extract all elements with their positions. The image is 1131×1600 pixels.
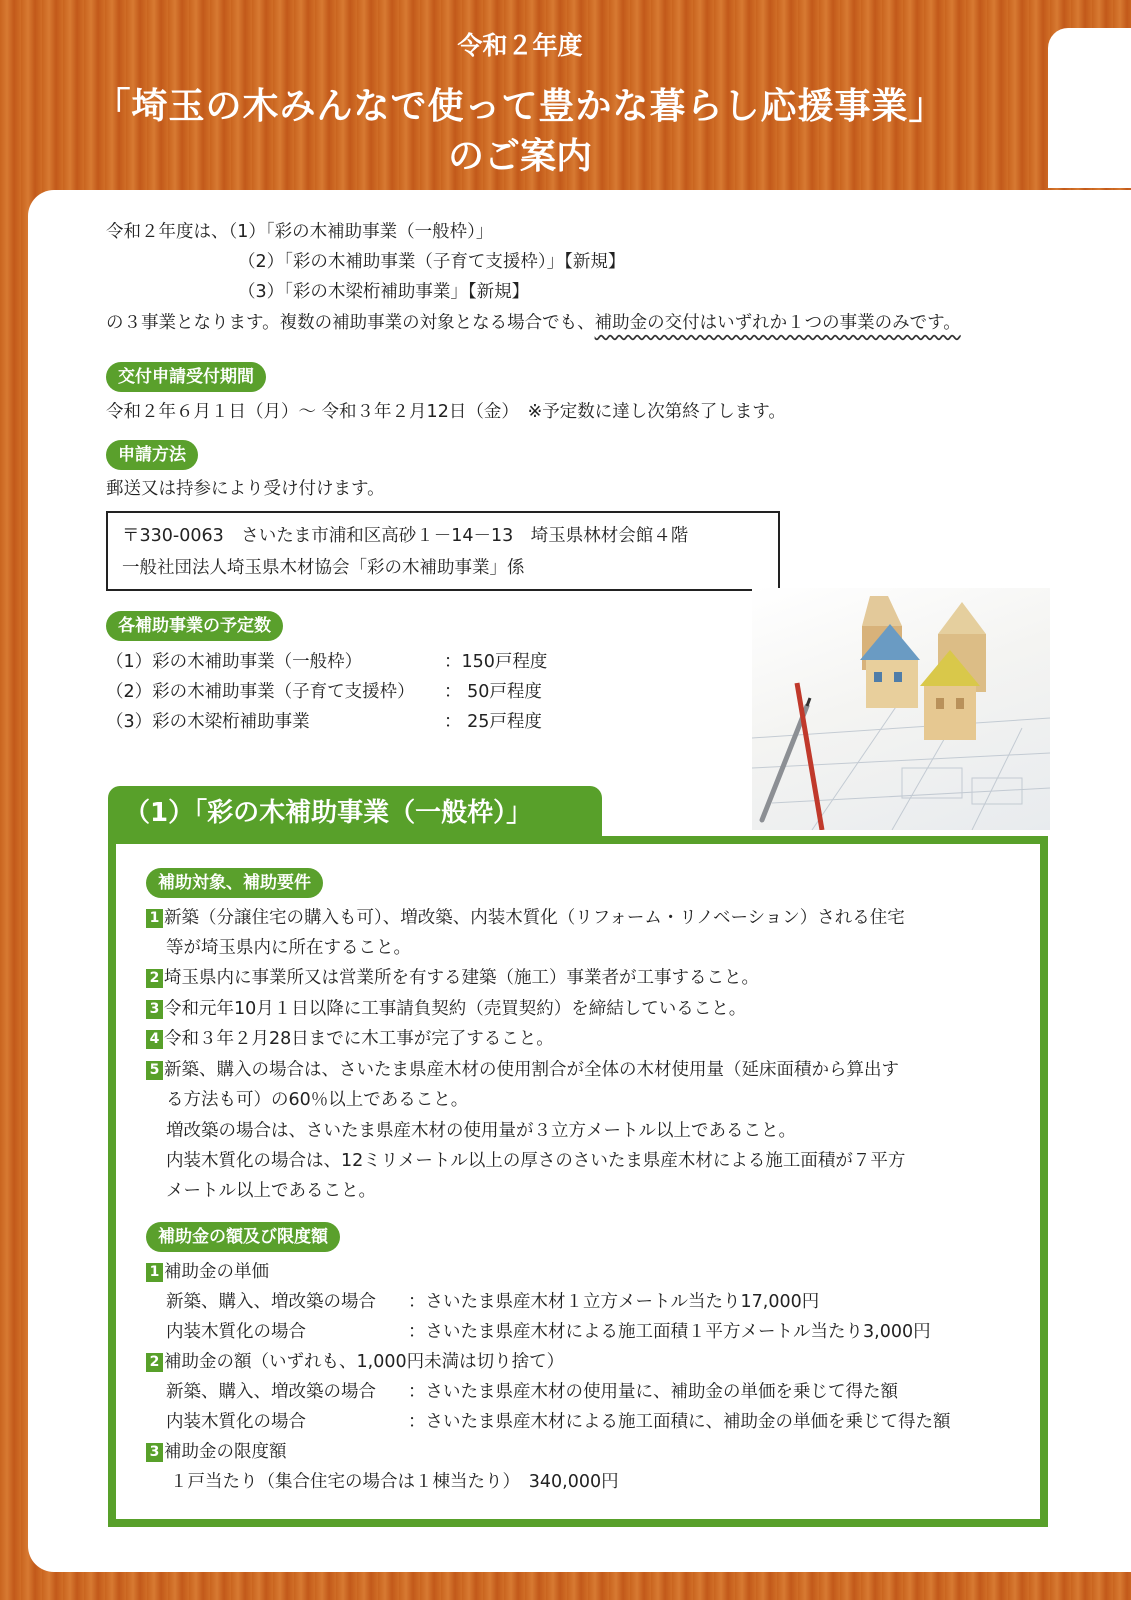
planned-row-2-count: ： 50戸程度 <box>444 682 542 702</box>
house-models-photo <box>752 588 1050 830</box>
planned-row-2-name: （2）彩の木補助事業（子育て支援枠） <box>106 682 415 702</box>
intro-line-1: 令和２年度は、（1）「彩の木補助事業（一般枠）」 <box>106 222 494 242</box>
number-badge-1: 1 <box>146 909 163 928</box>
header <box>0 0 1131 190</box>
planned-row-1-name: （1）彩の木補助事業（一般枠） <box>106 652 363 672</box>
req-item-4: 4 令和３年２月28日までに木工事が完了すること。 <box>146 1024 554 1054</box>
period-text: 令和２年６月１日（月）～ 令和３年２月12日（金） ※予定数に達し次第終了します。 <box>106 402 786 422</box>
limit-title: 3 補助金の限度額 <box>146 1437 287 1467</box>
req-item-5-cont-4: メートル以上であること。 <box>166 1181 376 1201</box>
method-label: 申請方法 <box>106 440 198 470</box>
amount-row-1-case: 新築、購入、増改築の場合 <box>166 1382 376 1402</box>
header-year: 令和２年度 <box>457 31 583 60</box>
intro-line-2: （2）「彩の木補助事業（子育て支援枠）」【新規】 <box>238 252 626 272</box>
method-text: 郵送又は持参により受け付けます。 <box>106 479 385 499</box>
unit-row-2-case: 内装木質化の場合 <box>166 1322 306 1342</box>
unit-title: 1 補助金の単価 <box>146 1257 269 1287</box>
number-badge-4: 4 <box>146 1030 163 1049</box>
amount-title: 2 補助金の額（いずれも、1,000円未満は切り捨て） <box>146 1347 564 1377</box>
address-line-2: 一般社団法人埼玉県木材協会「彩の木補助事業」係 <box>122 558 525 578</box>
req-item-5: 5 新築、購入の場合は、さいたま県産木材の使用割合が全体の木材使用量（延床面積から算出す <box>146 1055 899 1085</box>
number-badge-a1: 1 <box>146 1263 163 1282</box>
unit-row-1-case: 新築、購入、増改築の場合 <box>166 1292 376 1312</box>
amount-row-2-value: ：さいたま県産木材による施工面積に、補助金の単価を乗じて得た額 <box>408 1412 951 1432</box>
req-item-1: 1 新築（分譲住宅の購入も可）、増改築、内装木質化（リフォーム・リノベーション）される住宅 <box>146 903 905 933</box>
unit-row-1-value: ：さいたま県産木材１立方メートル当たり17,000円 <box>408 1292 820 1312</box>
amount-label: 補助金の額及び限度額 <box>146 1222 340 1252</box>
section-1-title: （1）「彩の木補助事業（一般枠）」 <box>124 798 533 828</box>
house-models-illustration <box>752 588 1050 830</box>
page-tab-decoration <box>1048 28 1131 188</box>
req-item-5-cont-3: 内装木質化の場合は、12ミリメートル以上の厚さのさいたま県産木材による施工面積が７平方 <box>166 1151 906 1171</box>
number-badge-a2: 2 <box>146 1353 163 1372</box>
number-badge-2: 2 <box>146 969 163 988</box>
planned-row-1-count: ：150戸程度 <box>444 652 548 672</box>
req-item-5-cont-2: 増改築の場合は、さいたま県産木材の使用量が３立方メートル以上であること。 <box>166 1121 796 1141</box>
req-item-1-cont: 等が埼玉県内に所在すること。 <box>166 938 411 958</box>
planned-row-3-count: ： 25戸程度 <box>444 712 542 732</box>
period-label: 交付申請受付期間 <box>106 362 266 392</box>
number-badge-a3: 3 <box>146 1443 163 1462</box>
amount-row-2-case: 内装木質化の場合 <box>166 1412 306 1432</box>
req-item-5-cont-1: る方法も可）の60％以上であること。 <box>166 1090 469 1110</box>
req-item-2: 2 埼玉県内に事業所又は営業所を有する建築（施工）事業者が工事すること。 <box>146 963 759 993</box>
planned-row-3-name: （3）彩の木梁桁補助事業 <box>106 712 310 732</box>
unit-row-2-value: ：さいたま県産木材による施工面積１平方メートル当たり3,000円 <box>408 1322 931 1342</box>
limit-text: １戸当たり（集合住宅の場合は１棟当たり） 340,000円 <box>170 1472 619 1492</box>
intro-emphasis: 補助金の交付はいずれか１つの事業のみです。 <box>594 313 961 333</box>
req-item-3: 3 令和元年10月１日以降に工事請負契約（売買契約）を締結していること。 <box>146 994 746 1024</box>
planned-label: 各補助事業の予定数 <box>106 611 283 641</box>
page-title: 「埼玉の木みんなで使って豊かな暮らし応援事業」 <box>94 86 946 127</box>
number-badge-3: 3 <box>146 1000 163 1019</box>
address-line-1: 〒330-0063 さいたま市浦和区高砂１－14－13 埼玉県林材会館４階 <box>122 526 689 546</box>
number-badge-5: 5 <box>146 1061 163 1080</box>
intro-line-4: の３事業となります。複数の補助事業の対象となる場合でも、補助金の交付はいずれか１つの事業のみです。 <box>106 313 961 333</box>
requirements-label: 補助対象、補助要件 <box>146 868 323 898</box>
amount-row-1-value: ：さいたま県産木材の使用量に、補助金の単価を乗じて得た額 <box>408 1382 898 1402</box>
page-subtitle: のご案内 <box>447 136 592 177</box>
intro-line-3: （3）「彩の木梁桁補助事業」【新規】 <box>238 282 530 302</box>
